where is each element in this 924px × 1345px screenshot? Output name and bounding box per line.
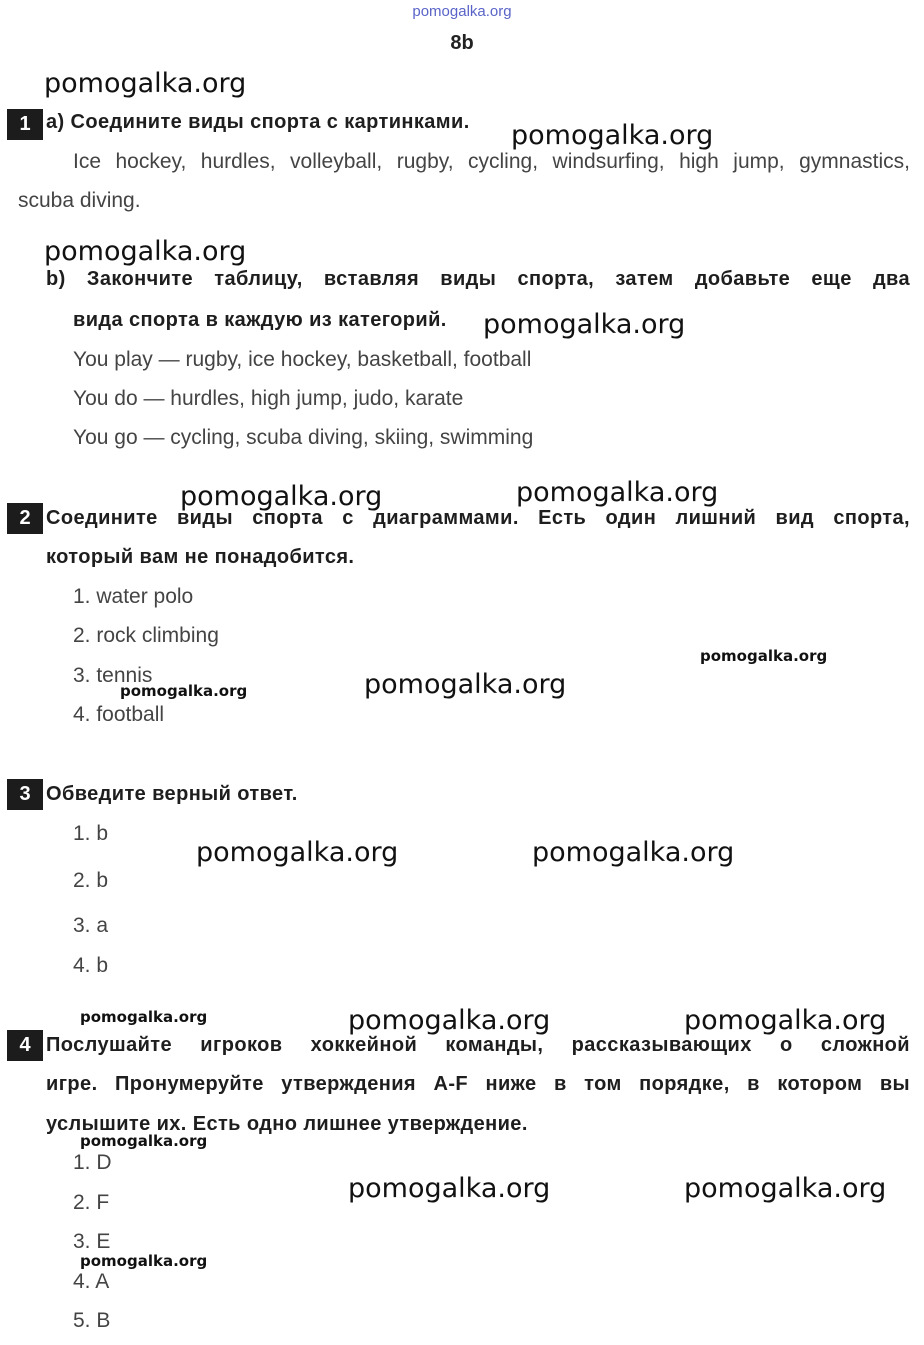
- exercise-1a-heading: a) Соедините виды спорта с картинками.: [46, 111, 470, 133]
- exercise-4-item: 5. B: [73, 1309, 111, 1332]
- exercise-2-heading-line2: который вам не понадобится.: [46, 546, 355, 568]
- exercise-4-heading-line3: услышите их. Есть одно лишнее утверждение.: [46, 1113, 528, 1135]
- watermark-text: pomogalka.org: [684, 1005, 887, 1036]
- watermark-text: pomogalka.org: [80, 1132, 208, 1150]
- watermark-text: pomogalka.org: [80, 1008, 208, 1026]
- exercise-number-2: 2: [7, 503, 43, 534]
- watermark-text: pomogalka.org: [120, 682, 248, 700]
- site-header-link[interactable]: pomogalka.org: [412, 3, 512, 20]
- exercise-4-heading-line2: игре. Пронумеруйте утверждения A-F ниже в том порядке, в котором вы: [46, 1073, 910, 1095]
- watermark-text: pomogalka.org: [348, 1005, 551, 1036]
- watermark-text: pomogalka.org: [684, 1173, 887, 1204]
- watermark-text: pomogalka.org: [483, 309, 686, 340]
- watermark-text: pomogalka.org: [364, 669, 567, 700]
- exercise-1b-answer-line: You go — cycling, scuba diving, skiing, swimming: [73, 426, 534, 449]
- exercise-4-item: 3. E: [73, 1230, 111, 1253]
- watermark-text: pomogalka.org: [532, 837, 735, 868]
- exercise-1a-text-line2: scuba diving.: [18, 189, 141, 212]
- exercise-2-item: 4. football: [73, 703, 165, 726]
- exercise-1a-text-line1: Ice hockey, hurdles, volleyball, rugby, cycling, windsurfing, high jump, gymnastics,: [73, 150, 910, 173]
- watermark-text: pomogalka.org: [511, 120, 714, 151]
- watermark-text: pomogalka.org: [196, 837, 399, 868]
- exercise-3-item: 1. b: [73, 822, 109, 845]
- exercise-2-item: 2. rock climbing: [73, 624, 219, 647]
- exercise-1b-heading-line1: b) Закончите таблицу, вставляя виды спорта, затем добавьте еще два: [46, 268, 910, 290]
- watermark-text: pomogalka.org: [700, 647, 828, 665]
- exercise-3-item: 3. a: [73, 914, 109, 937]
- exercise-2-heading-line1: Соедините виды спорта с диаграммами. Есть один лишний вид спорта,: [46, 507, 910, 529]
- watermark-text: pomogalka.org: [44, 68, 247, 99]
- watermark-text: pomogalka.org: [80, 1252, 208, 1270]
- exercise-3-heading: Обведите верный ответ.: [46, 783, 298, 805]
- watermark-text: pomogalka.org: [44, 236, 247, 267]
- watermark-text: pomogalka.org: [180, 481, 383, 512]
- watermark-text: pomogalka.org: [516, 477, 719, 508]
- exercise-3-item: 2. b: [73, 869, 109, 892]
- exercise-1b-answer-line: You play — rugby, ice hockey, basketball, football: [73, 348, 532, 371]
- exercise-4-heading-line1: Послушайте игроков хоккейной команды, рассказывающих о сложной: [46, 1034, 910, 1056]
- exercise-2-item: 1. water polo: [73, 585, 194, 608]
- watermark-text: pomogalka.org: [348, 1173, 551, 1204]
- exercise-number-1: 1: [7, 109, 43, 140]
- exercise-number-3: 3: [7, 779, 43, 810]
- exercise-1b-heading-line2: вида спорта в каждую из категорий.: [73, 309, 447, 331]
- exercise-4-item: 4. A: [73, 1270, 110, 1293]
- page-number: 8b: [450, 32, 474, 54]
- exercise-number-4: 4: [7, 1030, 43, 1061]
- exercise-1b-answer-line: You do — hurdles, high jump, judo, karate: [73, 387, 464, 410]
- exercise-4-item: 1. D: [73, 1151, 112, 1174]
- exercise-3-item: 4. b: [73, 954, 109, 977]
- exercise-4-item: 2. F: [73, 1191, 110, 1214]
- exercise-2-item: 3. tennis: [73, 664, 153, 687]
